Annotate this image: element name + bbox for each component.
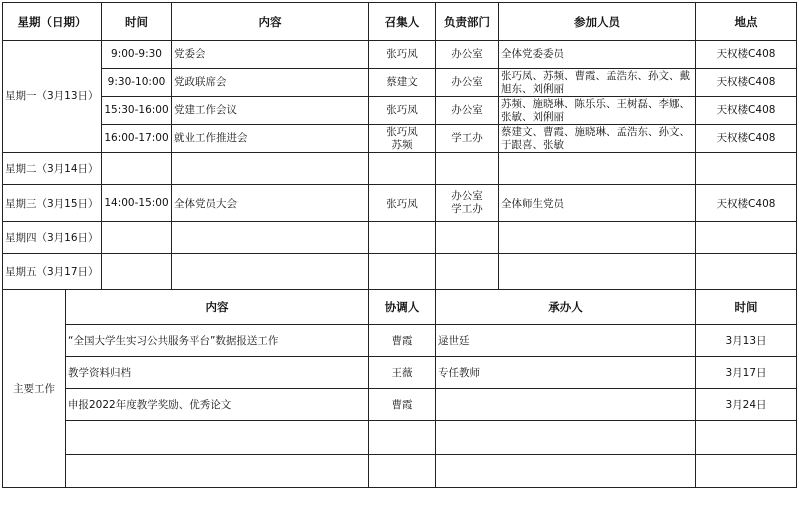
table-row: [3, 153, 797, 185]
task-row: [3, 421, 797, 455]
task-content: [66, 421, 369, 455]
task-time: 3月17日: [696, 357, 797, 389]
event-location: 天权楼C408: [696, 97, 797, 125]
event-dept: 学工办: [436, 125, 499, 153]
empty-cell: [172, 254, 369, 290]
task-row: [3, 389, 797, 421]
header-dept: 负责部门: [436, 3, 499, 41]
main-work-header-time: 时间: [696, 290, 797, 325]
event-dept: 办公室: [436, 97, 499, 125]
event-location: 天权楼C408: [696, 69, 797, 97]
main-work-header-coordinator: 协调人: [369, 290, 436, 325]
event-content: 党建工作会议: [172, 97, 369, 125]
event-dept: 办公室: [436, 69, 499, 97]
event-content: 全体党员大会: [172, 185, 369, 222]
task-coordinator: [369, 455, 436, 488]
task-time: [696, 455, 797, 488]
event-time: 9:30-10:00: [102, 69, 172, 97]
event-attendees: 全体师生党员: [499, 185, 696, 222]
task-content: [66, 455, 369, 488]
event-time: 14:00-15:00: [102, 185, 172, 222]
event-convener: 张巧凤: [369, 185, 436, 222]
main-work-header-row: [3, 290, 797, 325]
day-label: 星期四（3月16日）: [3, 222, 102, 254]
empty-cell: [102, 153, 172, 185]
empty-cell: [172, 222, 369, 254]
header-content: 内容: [172, 3, 369, 41]
day-label: 星期二（3月14日）: [3, 153, 102, 185]
event-location: 天权楼C408: [696, 41, 797, 69]
empty-cell: [499, 222, 696, 254]
task-coordinator: 王薇: [369, 357, 436, 389]
task-handler: [436, 421, 696, 455]
task-content: “全国大学生实习公共服务平台”数据报送工作: [66, 325, 369, 357]
empty-cell: [696, 222, 797, 254]
event-convener: 张巧凤: [369, 41, 436, 69]
weekly-schedule-table: [2, 2, 797, 488]
header-weekday: 星期（日期）: [3, 3, 102, 41]
empty-cell: [696, 254, 797, 290]
empty-cell: [102, 222, 172, 254]
header-time: 时间: [102, 3, 172, 41]
event-time: 9:00-9:30: [102, 41, 172, 69]
day-label: 星期五（3月17日）: [3, 254, 102, 290]
empty-cell: [436, 254, 499, 290]
event-time: 16:00-17:00: [102, 125, 172, 153]
event-content: 党政联席会: [172, 69, 369, 97]
event-dept: 办公室 学工办: [436, 185, 499, 222]
header-convener: 召集人: [369, 3, 436, 41]
empty-cell: [172, 153, 369, 185]
task-handler: 逯世廷: [436, 325, 696, 357]
empty-cell: [102, 254, 172, 290]
empty-cell: [369, 222, 436, 254]
event-location: 天权楼C408: [696, 185, 797, 222]
event-content: 就业工作推进会: [172, 125, 369, 153]
table-row: [3, 125, 797, 153]
header-attendees: 参加人员: [499, 3, 696, 41]
day-label: 星期一（3月13日）: [3, 41, 102, 153]
table-row: [3, 254, 797, 290]
task-row: [3, 357, 797, 389]
event-attendees: 张巧凤、苏频、曹霞、孟浩东、孙文、戴旭东、刘俐丽: [499, 69, 696, 97]
table-row: [3, 97, 797, 125]
task-row: [3, 325, 797, 357]
empty-cell: [696, 153, 797, 185]
task-coordinator: 曹霞: [369, 389, 436, 421]
event-location: 天权楼C408: [696, 125, 797, 153]
main-work-label: 主要工作: [3, 290, 66, 488]
task-content: 申报2022年度教学奖励、优秀论文: [66, 389, 369, 421]
header-row: [3, 3, 797, 41]
main-work-header-content: 内容: [66, 290, 369, 325]
event-dept: 办公室: [436, 41, 499, 69]
task-coordinator: [369, 421, 436, 455]
task-time: 3月13日: [696, 325, 797, 357]
task-handler: [436, 455, 696, 488]
event-attendees: 苏频、施晓琳、陈乐乐、王树磊、李娜、张敏、刘俐丽: [499, 97, 696, 125]
main-work-header-handler: 承办人: [436, 290, 696, 325]
table-row: [3, 185, 797, 222]
task-handler: [436, 389, 696, 421]
empty-cell: [369, 153, 436, 185]
event-convener: 蔡建文: [369, 69, 436, 97]
table-row: [3, 222, 797, 254]
task-handler: 专任教师: [436, 357, 696, 389]
empty-cell: [436, 153, 499, 185]
event-convener: 张巧凤 苏频: [369, 125, 436, 153]
task-time: [696, 421, 797, 455]
event-attendees: 全体党委委员: [499, 41, 696, 69]
event-attendees: 蔡建文、曹霞、施晓琳、孟浩东、孙文、于跟喜、张敏: [499, 125, 696, 153]
table-row: [3, 69, 797, 97]
empty-cell: [369, 254, 436, 290]
task-time: 3月24日: [696, 389, 797, 421]
day-label: 星期三（3月15日）: [3, 185, 102, 222]
task-content: 教学资料归档: [66, 357, 369, 389]
event-convener: 张巧凤: [369, 97, 436, 125]
event-time: 15:30-16:00: [102, 97, 172, 125]
schedule-document: [2, 2, 796, 512]
task-row: [3, 455, 797, 488]
event-content: 党委会: [172, 41, 369, 69]
header-location: 地点: [696, 3, 797, 41]
empty-cell: [499, 254, 696, 290]
empty-cell: [436, 222, 499, 254]
table-row: [3, 41, 797, 69]
task-coordinator: 曹霞: [369, 325, 436, 357]
empty-cell: [499, 153, 696, 185]
